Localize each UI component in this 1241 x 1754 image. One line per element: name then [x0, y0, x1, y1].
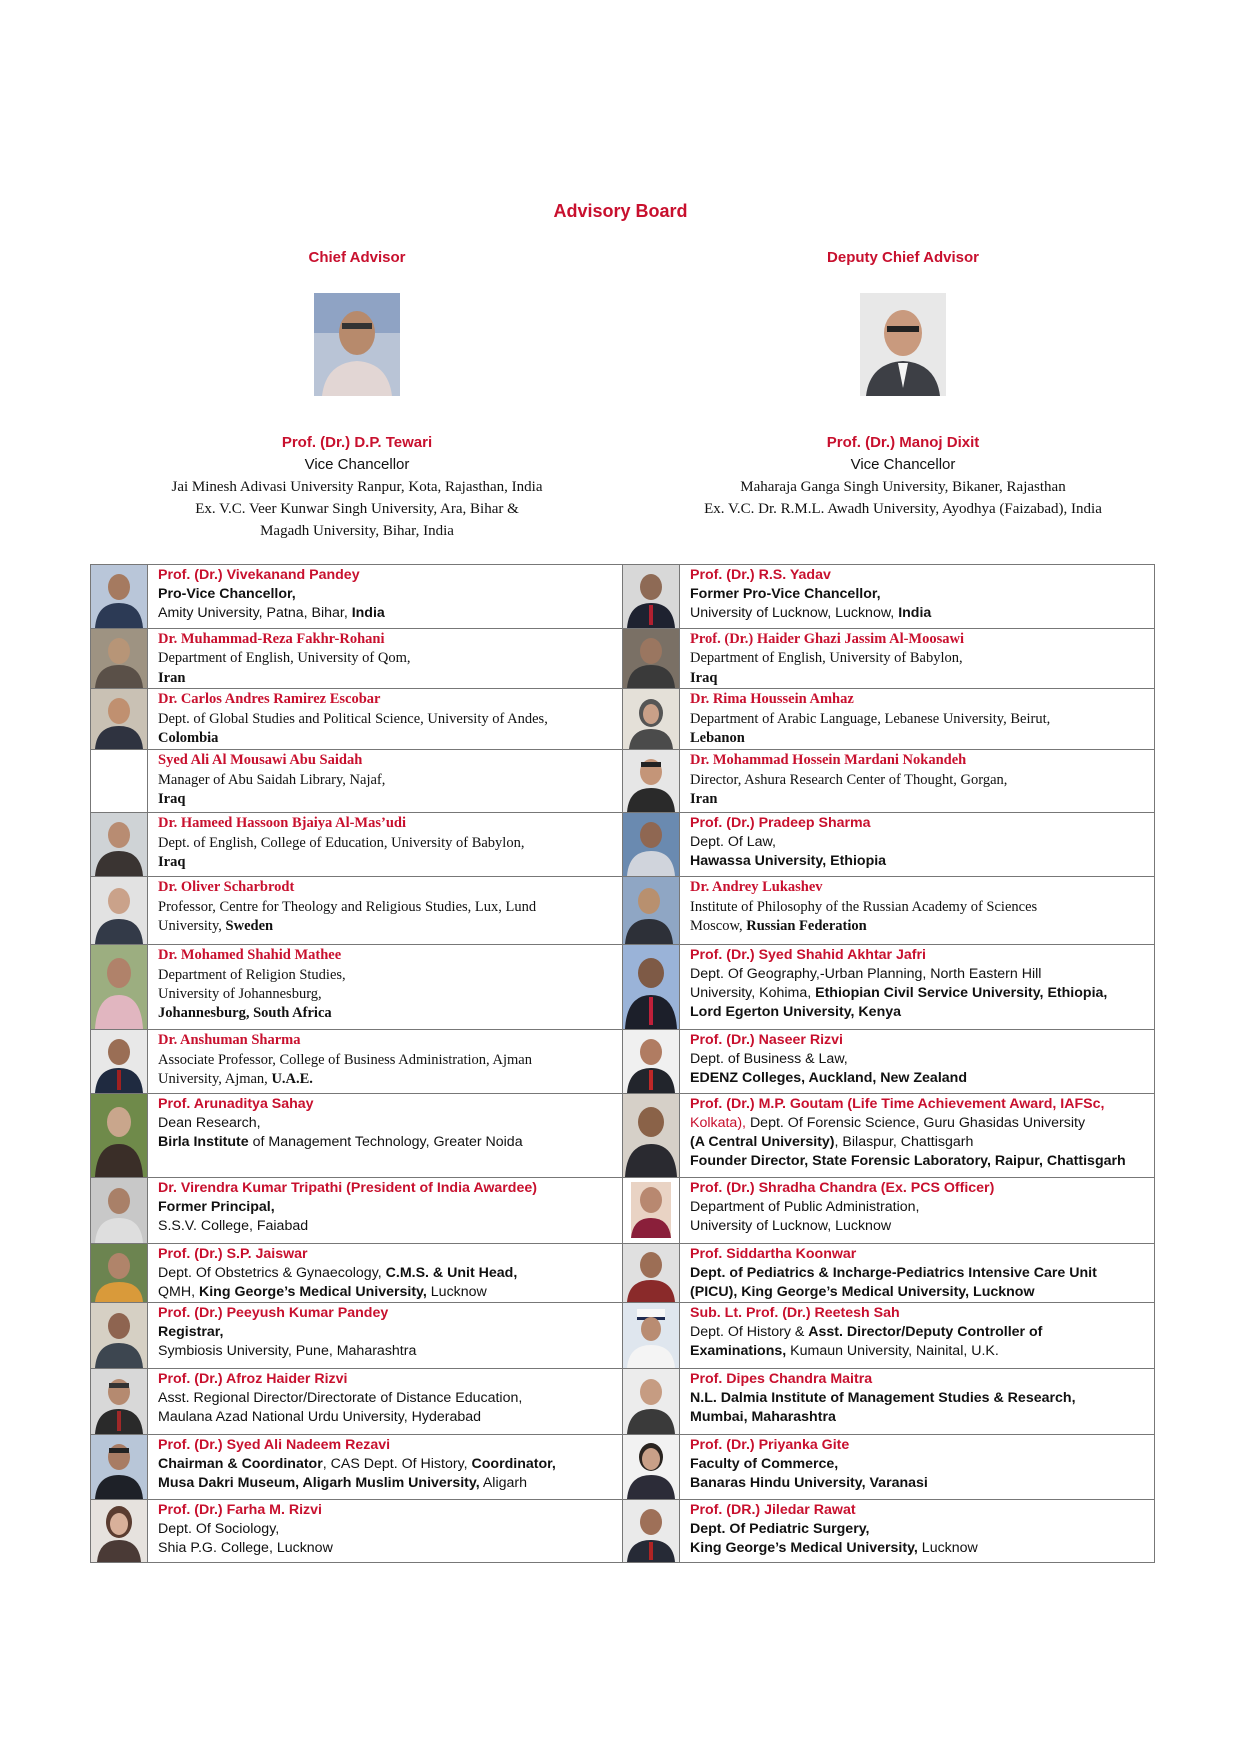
member-detail	[158, 1283, 612, 1302]
member-name: Dr. Oliver Scharbrodt	[158, 879, 295, 896]
member-info	[680, 750, 1155, 813]
member-name: Syed Ali Al Mousawi Abu Saidah	[158, 752, 363, 769]
table-row	[91, 1094, 1155, 1178]
member-detail-part: Moscow,	[690, 918, 747, 935]
member-detail-part: , Bilaspur, Chattisgarh	[834, 1134, 974, 1151]
member-detail: Dept. of Business & Law,	[690, 1051, 848, 1068]
member-info	[680, 813, 1155, 877]
member-detail-part: Dept. Of Forensic Science, Guru Ghasidas University	[749, 1115, 1086, 1132]
member-info	[148, 1244, 623, 1303]
member-detail	[690, 1342, 1144, 1361]
chief-advisor-photo	[314, 293, 400, 396]
member-name: Prof. Siddartha Koonwar	[690, 1246, 857, 1263]
member-photo	[623, 1244, 680, 1303]
member-detail: Iraq	[158, 791, 186, 808]
member-detail	[158, 917, 612, 936]
member-detail-part: Kumaun University, Nainital, U.K.	[786, 1343, 999, 1360]
deputy-advisor-name: Prof. (Dr.) Manoj Dixit	[826, 434, 980, 451]
member-detail-part: Ethiopian Civil Service University, Ethiopia,	[815, 985, 1108, 1002]
member-detail: Dept. Of Law,	[690, 834, 776, 851]
member-name: Prof. (Dr.) S.P. Jaiswar	[158, 1246, 308, 1263]
member-detail	[690, 1323, 1144, 1342]
member-photo	[91, 1244, 148, 1303]
member-name: Prof. (Dr.) Vivekanand Pandey	[158, 567, 360, 583]
member-info	[680, 565, 1155, 629]
member-detail: Banaras Hindu University, Varanasi	[690, 1475, 928, 1492]
page-title: Advisory Board	[553, 201, 688, 221]
member-detail: Department of Public Administration,	[690, 1199, 920, 1216]
member-info	[680, 1030, 1155, 1094]
member-detail: Dean Research,	[158, 1115, 261, 1132]
member-info	[148, 1178, 623, 1244]
member-detail-part: Asst. Director/Deputy Controller of	[808, 1324, 1043, 1341]
member-name: Prof. (DR.) Jiledar Rawat	[690, 1502, 856, 1519]
chief-advisor	[122, 249, 592, 542]
member-photo	[91, 629, 148, 689]
member-detail-part: University,	[158, 918, 226, 935]
deputy-advisor-line: Maharaja Ganga Singh University, Bikaner, Rajasthan	[740, 479, 1066, 495]
member-photo	[91, 1030, 148, 1094]
member-name: Prof. (Dr.) Afroz Haider Rizvi	[158, 1371, 348, 1388]
member-detail: Director, Ashura Research Center of Thought, Gorgan,	[690, 771, 1008, 788]
member-photo	[91, 1303, 148, 1369]
member-photo	[623, 813, 680, 877]
member-info	[680, 1244, 1155, 1303]
member-name: Prof. (Dr.) Syed Ali Nadeem Rezavi	[158, 1437, 391, 1454]
member-detail-part: Russian Federation	[746, 918, 867, 935]
member-detail: Dept. Of Pediatric Surgery,	[690, 1521, 870, 1538]
member-photo	[91, 877, 148, 945]
member-detail-part: Examinations,	[690, 1343, 787, 1360]
member-info	[148, 689, 623, 750]
member-detail-part: Chairman & Coordinator	[158, 1456, 323, 1473]
member-detail-part: Lucknow	[426, 1284, 487, 1301]
member-info	[680, 629, 1155, 689]
member-name: Dr. Virendra Kumar Tripathi (President of India Awardee)	[158, 1180, 537, 1197]
chief-advisor-line: Jai Minesh Adivasi University Ranpur, Kota, Rajasthan, India	[171, 479, 543, 495]
member-photo	[623, 1303, 680, 1369]
member-detail: Maulana Azad National Urdu University, Hyderabad	[158, 1409, 482, 1426]
member-detail	[158, 1264, 612, 1283]
chief-advisor-line: Magadh University, Bihar, India	[260, 523, 454, 539]
table-row	[91, 813, 1155, 877]
member-name: Prof. Arunaditya Sahay	[158, 1096, 314, 1113]
member-detail-part: India	[898, 604, 932, 621]
member-detail-part: University of Lucknow, Lucknow,	[690, 604, 899, 621]
member-info	[680, 877, 1155, 945]
member-photo	[91, 945, 148, 1030]
member-name: Prof. (Dr.) Pradeep Sharma	[690, 815, 871, 832]
member-info	[148, 1500, 623, 1563]
member-detail-part: King George’s Medical University,	[690, 1540, 918, 1557]
member-name: Prof. (Dr.) Shradha Chandra (Ex. PCS Officer)	[690, 1180, 995, 1197]
member-detail-part: U.A.E.	[271, 1071, 313, 1088]
member-detail-part: University, Ajman,	[158, 1071, 272, 1088]
member-info	[148, 945, 623, 1030]
table-row	[91, 750, 1155, 813]
member-detail	[690, 1539, 1144, 1558]
member-photo	[91, 813, 148, 877]
member-detail: Institute of Philosophy of the Russian Academy of Sciences	[690, 898, 1038, 915]
member-detail-part: C.M.S. & Unit Head,	[385, 1265, 518, 1282]
member-detail: Colombia	[158, 730, 219, 747]
member-info	[680, 945, 1155, 1030]
member-photo	[91, 1500, 148, 1563]
table-row	[91, 1303, 1155, 1369]
deputy-advisor-line: Ex. V.C. Dr. R.M.L. Awadh University, Ayodhya (Faizabad), India	[704, 501, 1102, 517]
deputy-advisor-photo	[860, 293, 946, 396]
member-photo	[623, 945, 680, 1030]
member-detail: Iran	[158, 669, 186, 686]
member-photo	[623, 1500, 680, 1563]
member-photo	[623, 689, 680, 750]
member-photo	[623, 750, 680, 813]
member-detail: Mumbai, Maharashtra	[690, 1409, 836, 1426]
member-photo	[91, 565, 148, 629]
member-name: Dr. Andrey Lukashev	[690, 879, 823, 896]
member-detail-part: Musa Dakri Museum, Aligarh Muslim University,	[158, 1475, 480, 1492]
member-detail	[690, 984, 1144, 1003]
member-detail: Lebanon	[690, 730, 745, 747]
chief-advisor-role: Chief Advisor	[308, 249, 406, 266]
member-detail: Former Pro-Vice Chancellor,	[690, 585, 881, 602]
member-detail: Former Principal,	[158, 1199, 275, 1216]
member-detail	[158, 604, 612, 623]
table-row	[91, 1500, 1155, 1563]
member-name-cont: Kolkata),	[690, 1115, 750, 1132]
member-detail: Asst. Regional Director/Directorate of Distance Education,	[158, 1390, 523, 1407]
member-detail: Johannesburg, South Africa	[158, 1005, 332, 1022]
member-detail: Faculty of Commerce,	[690, 1456, 839, 1473]
member-photo	[623, 1030, 680, 1094]
member-info	[148, 1030, 623, 1094]
member-detail: Department of Arabic Language, Lebanese University, Beirut,	[690, 710, 1051, 727]
member-detail-part: India	[351, 604, 385, 621]
table-row	[91, 629, 1155, 689]
table-row	[91, 1435, 1155, 1500]
member-detail: Registrar,	[158, 1324, 224, 1341]
member-detail	[158, 1455, 612, 1474]
table-row	[91, 1030, 1155, 1094]
deputy-advisor-role: Deputy Chief Advisor	[827, 249, 979, 266]
member-detail	[690, 604, 1144, 623]
member-info	[148, 1435, 623, 1500]
member-detail: Dept. Of Sociology,	[158, 1521, 280, 1538]
member-detail	[690, 1114, 1144, 1133]
table-row	[91, 877, 1155, 945]
member-detail-part: QMH,	[158, 1284, 199, 1301]
member-detail-part: University, Kohima,	[690, 985, 816, 1002]
member-photo	[623, 1435, 680, 1500]
member-detail: Dept. of English, College of Education, University of Babylon,	[158, 834, 525, 851]
member-detail: Shia P.G. College, Lucknow	[158, 1540, 333, 1557]
member-photo	[623, 1094, 680, 1178]
member-name: Dr. Muhammad-Reza Fakhr-Rohani	[158, 631, 385, 647]
member-photo	[623, 1369, 680, 1435]
member-info	[148, 813, 623, 877]
table-row	[91, 689, 1155, 750]
member-detail: Dept. Of Geography,-Urban Planning, North Eastern Hill	[690, 966, 1042, 983]
member-info	[680, 1303, 1155, 1369]
member-detail: (PICU), King George’s Medical University, Lucknow	[690, 1284, 1035, 1301]
member-detail: Lord Egerton University, Kenya	[690, 1003, 902, 1020]
member-name: Prof. Dipes Chandra Maitra	[690, 1371, 873, 1388]
member-info	[148, 1369, 623, 1435]
member-detail: Founder Director, State Forensic Laboratory, Raipur, Chattisgarh	[690, 1152, 1126, 1169]
member-detail	[690, 917, 1144, 936]
member-photo	[91, 1094, 148, 1178]
member-detail-part: Aligarh	[479, 1475, 527, 1492]
member-detail-part: Amity University, Patna, Bihar,	[158, 604, 352, 621]
member-detail-part: Dept. Of Obstetrics & Gynaecology,	[158, 1265, 386, 1282]
member-name: Dr. Rima Houssein Amhaz	[690, 691, 854, 708]
member-detail-part: Coordinator,	[471, 1456, 556, 1473]
deputy-chief-advisor	[668, 249, 1138, 520]
member-detail-part: of Management Technology, Greater Noida	[248, 1134, 523, 1151]
member-detail-part: Birla Institute	[158, 1134, 249, 1151]
member-info	[680, 1369, 1155, 1435]
member-photo	[623, 1178, 680, 1244]
member-detail: University of Johannesburg,	[158, 986, 322, 1003]
member-info	[148, 629, 623, 689]
member-detail	[158, 1070, 612, 1089]
member-detail: University of Lucknow, Lucknow	[690, 1218, 892, 1235]
member-detail	[690, 1133, 1144, 1152]
member-detail: Professor, Centre for Theology and Religious Studies, Lux, Lund	[158, 898, 537, 915]
member-info	[148, 1303, 623, 1369]
member-info	[148, 750, 623, 813]
member-detail: Manager of Abu Saidah Library, Najaf,	[158, 771, 386, 788]
member-photo	[623, 877, 680, 945]
member-detail-part: King George’s Medical University,	[198, 1284, 427, 1301]
member-detail: N.L. Dalmia Institute of Management Studies & Research,	[690, 1390, 1076, 1407]
member-detail: Symbiosis University, Pune, Maharashtra	[158, 1343, 417, 1360]
member-detail: EDENZ Colleges, Auckland, New Zealand	[690, 1070, 967, 1087]
member-detail: Department of Religion Studies,	[158, 966, 346, 983]
member-detail: Dept. of Pediatrics & Incharge-Pediatrics Intensive Care Unit	[690, 1265, 1097, 1282]
chief-advisor-name: Prof. (Dr.) D.P. Tewari	[281, 434, 433, 451]
member-name: Prof. (Dr.) Priyanka Gite	[690, 1437, 850, 1454]
table-row	[91, 945, 1155, 1030]
member-detail-part: Sweden	[225, 918, 274, 935]
member-detail	[158, 1474, 612, 1493]
member-name: Prof. (Dr.) Naseer Rizvi	[690, 1032, 843, 1049]
member-name: Prof. (Dr.) Haider Ghazi Jassim Al-Moosawi	[690, 631, 965, 647]
member-detail-part: , CAS Dept. Of History,	[322, 1456, 472, 1473]
member-detail: Pro-Vice Chancellor,	[158, 585, 296, 602]
member-info	[680, 1500, 1155, 1563]
member-photo	[623, 629, 680, 689]
table-row	[91, 1369, 1155, 1435]
table-row	[91, 565, 1155, 629]
member-name: Prof. (Dr.) R.S. Yadav	[690, 567, 831, 583]
member-info	[148, 565, 623, 629]
member-detail: Iraq	[690, 669, 718, 686]
table-row	[91, 1244, 1155, 1303]
member-detail: Hawassa University, Ethiopia	[690, 853, 887, 870]
chief-advisor-title: Vice Chancellor	[304, 456, 410, 473]
member-detail: Iraq	[158, 854, 186, 871]
member-info	[680, 1435, 1155, 1500]
member-photo	[91, 1369, 148, 1435]
members-table	[90, 564, 1155, 1563]
member-detail	[158, 1133, 612, 1152]
deputy-advisor-title: Vice Chancellor	[850, 456, 956, 473]
member-detail-part: Lucknow	[917, 1540, 978, 1557]
member-photo	[91, 1435, 148, 1500]
member-name: Prof. (Dr.) Syed Shahid Akhtar Jafri	[690, 947, 926, 964]
member-detail: Associate Professor, College of Business Administration, Ajman	[158, 1051, 532, 1068]
table-row	[91, 1178, 1155, 1244]
member-name: Dr. Hameed Hassoon Bjaiya Al-Mas’udi	[158, 815, 406, 832]
member-info	[680, 1094, 1155, 1178]
member-name: Prof. (Dr.) Farha M. Rizvi	[158, 1502, 322, 1519]
member-name: Sub. Lt. Prof. (Dr.) Reetesh Sah	[690, 1305, 900, 1322]
member-name: Prof. (Dr.) M.P. Goutam (Life Time Achievement Award, IAFSc,	[690, 1096, 1105, 1113]
member-detail-part: (A Central University)	[690, 1134, 835, 1151]
member-detail: Department of English, University of Qom,	[158, 650, 411, 667]
member-name: Dr. Carlos Andres Ramirez Escobar	[158, 691, 381, 708]
member-info	[680, 1178, 1155, 1244]
member-photo	[91, 750, 148, 813]
member-detail: S.S.V. College, Faiabad	[158, 1218, 309, 1235]
member-detail: Dept. of Global Studies and Political Science, University of Andes,	[158, 710, 548, 727]
member-name: Dr. Mohamed Shahid Mathee	[158, 947, 342, 964]
member-info	[680, 689, 1155, 750]
member-photo	[91, 689, 148, 750]
member-photo	[91, 1178, 148, 1244]
member-info	[148, 1094, 623, 1178]
chief-advisor-line: Ex. V.C. Veer Kunwar Singh University, Ara, Bihar &	[195, 501, 519, 517]
member-detail: Department of English, University of Babylon,	[690, 650, 963, 667]
member-name: Prof. (Dr.) Peeyush Kumar Pandey	[158, 1305, 389, 1322]
member-detail-part: Dept. Of History &	[690, 1324, 809, 1341]
member-name: Dr. Anshuman Sharma	[158, 1032, 301, 1049]
member-info	[148, 877, 623, 945]
member-photo	[623, 565, 680, 629]
member-detail: Iran	[690, 791, 718, 808]
member-name: Dr. Mohammad Hossein Mardani Nokandeh	[690, 752, 967, 769]
